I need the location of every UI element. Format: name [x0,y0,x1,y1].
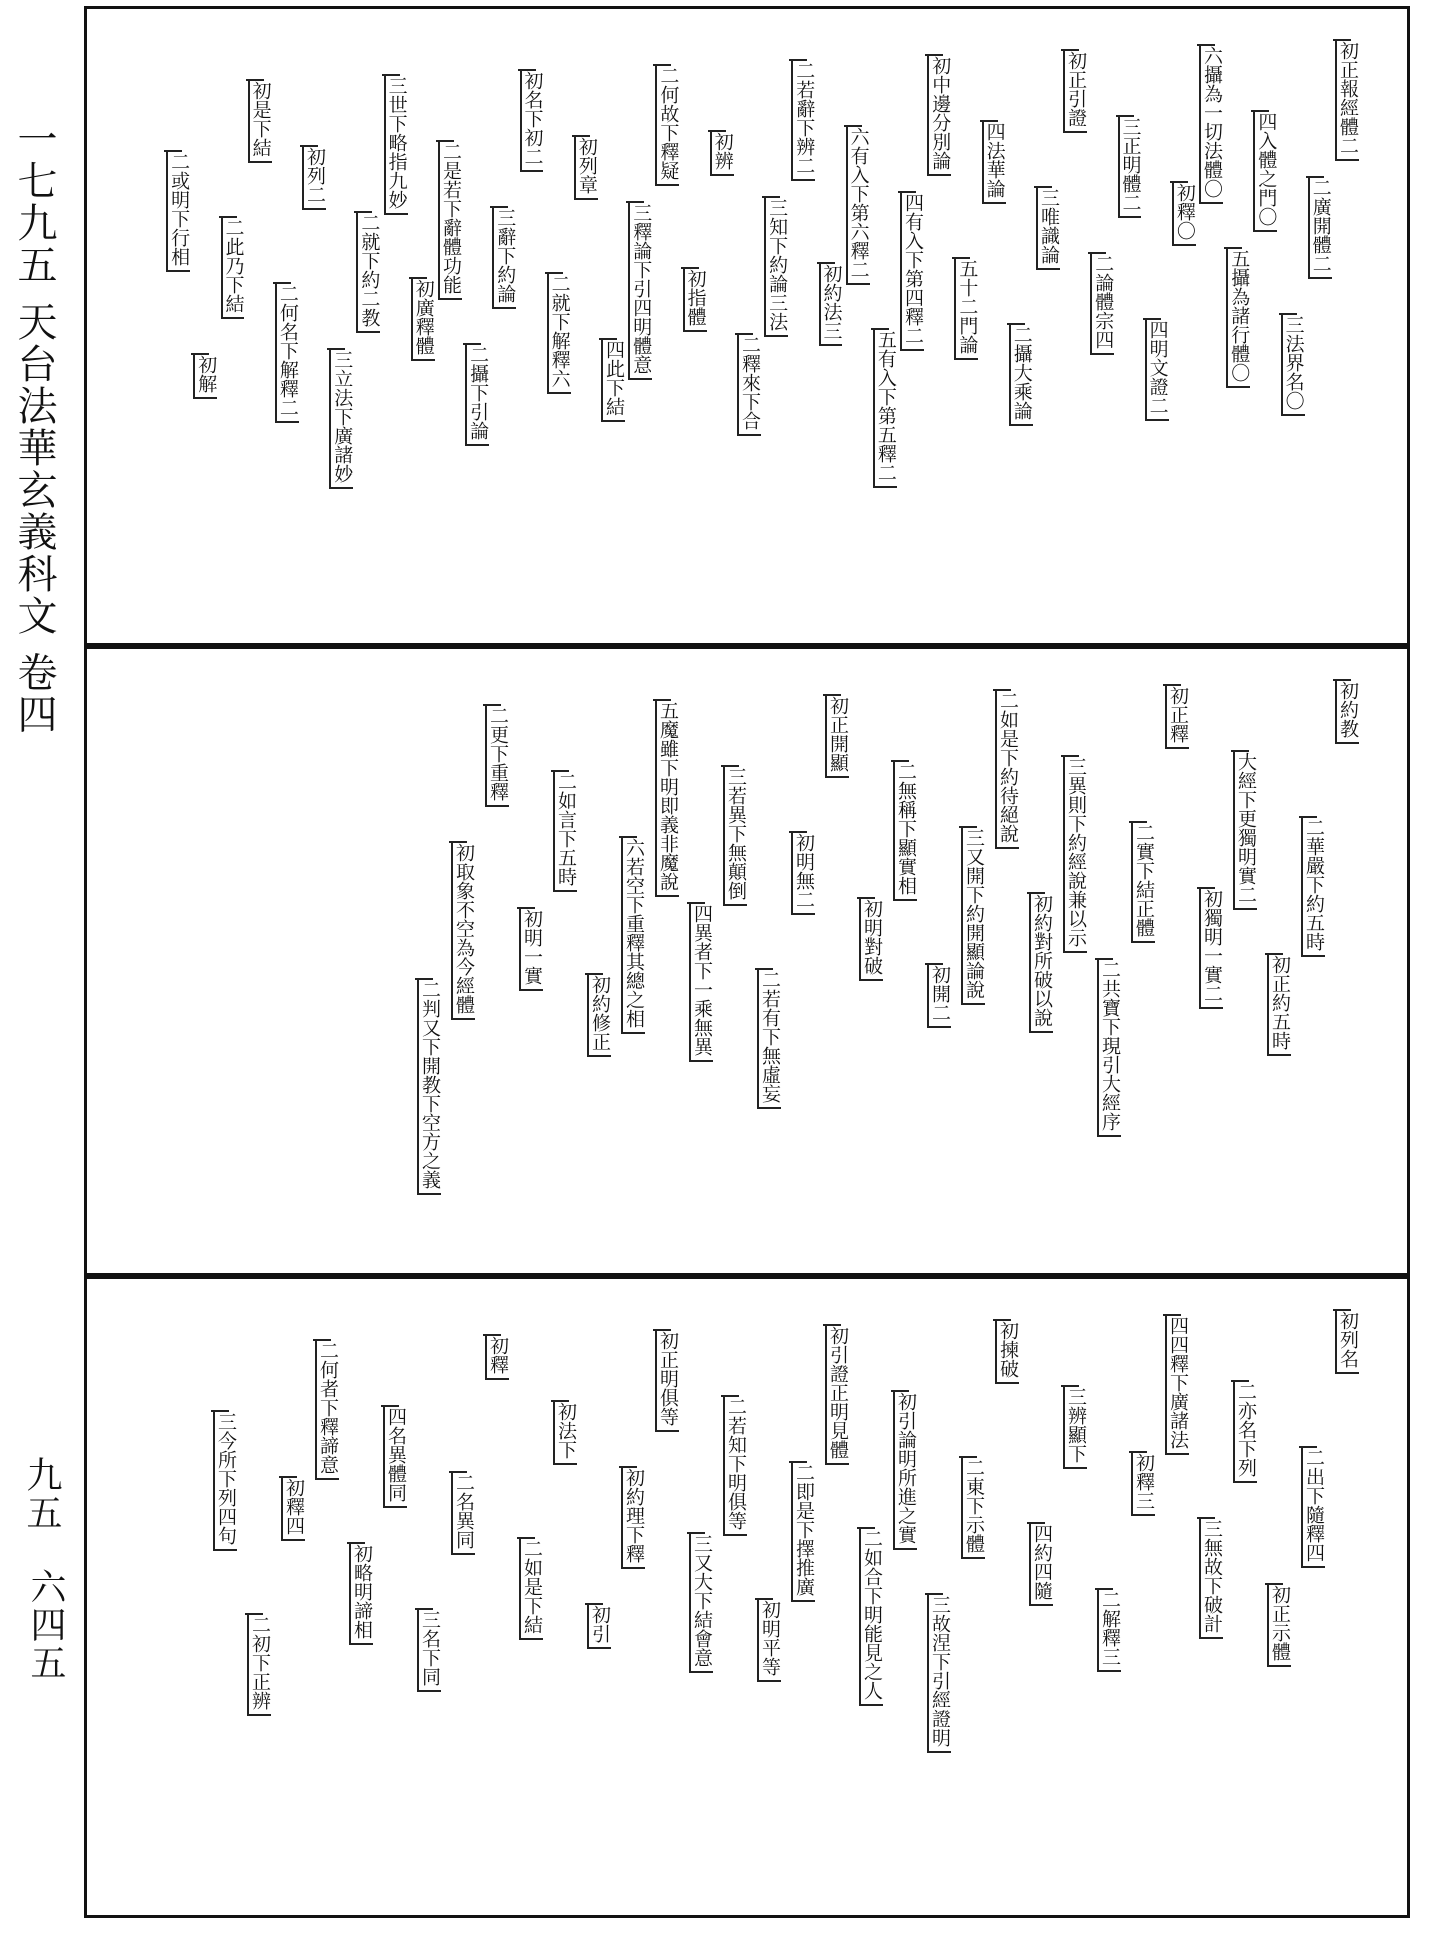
bracket-line [449,841,467,843]
bracket-line [789,1461,807,1463]
outline-entry: 二攝下引論 [465,345,489,446]
outline-entry: 四入體之門〇 [1253,112,1277,232]
bracket-line [585,1603,603,1605]
outline-entry: 初釋〇 [1172,183,1196,246]
outline-entry: 初解 [193,355,217,399]
outline-entry: 二華嚴下約五時 [1301,818,1325,957]
outline-entry: 二實下結正體 [1131,823,1155,943]
bracket-line [823,694,841,696]
outline-entry: 二如合下明能見之人 [859,1529,883,1706]
bracket-line [1251,110,1269,112]
bracket-line [626,201,644,203]
bracket-line [300,145,318,147]
bracket-line [1027,1522,1045,1524]
outline-entry: 三故涅下引經證明 [927,1595,951,1753]
outline-entry: 初引論明所進之實 [893,1392,917,1550]
outline-entry: 三今所下列四句 [213,1412,237,1551]
outline-entry: 三唯識論 [1036,188,1060,270]
outline-entry: 二此乃下結 [221,218,245,319]
outline-entry: 三又開下約開顯論說 [961,828,985,1005]
outline-entry: 三名下同 [417,1610,441,1692]
bracket-line [1231,1380,1249,1382]
outline-entry: 二如是下結 [519,1539,543,1640]
bracket-line [279,1476,297,1478]
bracket-line [483,704,501,706]
bracket-line [653,1329,671,1331]
bracket-line [1088,252,1106,254]
outline-entry: 初取象不空為今經體 [451,843,475,1020]
folio-number-top: 九五 [21,1456,62,1532]
bracket-line [735,333,753,335]
outline-entry: 初正釋 [1165,686,1189,749]
bracket-line [687,902,705,904]
bracket-line [483,1334,501,1336]
bracket-line [347,1542,365,1544]
outline-entry: 六若空下重釋其總之相 [621,838,645,1034]
outline-entry: 二何故下釋疑 [655,66,679,186]
outline-entry: 初法下 [553,1402,577,1465]
outline-entry: 二判又下開教下空方之義 [417,980,441,1195]
bracket-line [959,1456,977,1458]
bracket-line [1333,1309,1351,1311]
outline-entry: 初約理下釋 [621,1468,645,1569]
outline-entry: 二若辭下辨二 [791,61,815,181]
bracket-line [898,191,916,193]
outline-entry: 二如是下約待絕說 [995,691,1019,849]
outline-entry: 初釋 [485,1336,509,1380]
outline-entry: 二解釋三 [1097,1590,1121,1672]
outline-entry: 初正約五時 [1267,955,1291,1056]
outline-entry: 四法華論 [982,122,1006,204]
bracket-line [721,1395,739,1397]
outline-entry: 二釋來下合 [737,335,761,436]
outline-entry: 初明一實 [519,909,543,991]
bracket-line [211,1410,229,1412]
bracket-line [490,206,508,208]
outline-entry: 初約修正 [587,975,611,1057]
outline-entry: 初正開顯 [825,696,849,778]
left-margin-title: 一七九五 天台法華玄義科文 卷四 [11,118,57,736]
bracket-line [891,760,909,762]
bracket-line [572,135,590,137]
outline-entry: 二就下解釋六 [547,274,571,394]
bracket-line [1163,1314,1181,1316]
bracket-line [545,272,563,274]
bracket-line [823,1324,841,1326]
outline-entry: 二即是下擇推廣 [791,1463,815,1602]
bracket-line [1197,44,1215,46]
bracket-line [1197,1517,1215,1519]
bracket-line [585,973,603,975]
bracket-line [1279,313,1297,315]
bracket-line [925,963,943,965]
bracket-line [1061,49,1079,51]
outline-entry: 二若有下無虛妄 [757,970,781,1109]
bracket-line [219,216,237,218]
bracket-line [891,1390,909,1392]
outline-entry: 初揀破 [995,1321,1019,1384]
bracket-line [1007,323,1025,325]
bracket-line [857,1527,875,1529]
bracket-line [1333,679,1351,681]
outline-entry: 二如言下五時 [553,772,577,892]
outline-entry: 初略明諦相 [349,1544,373,1645]
bracket-line [313,1339,331,1341]
outline-panel-1 [84,6,1410,646]
outline-entry: 五魔雖下明即義非魔說 [655,701,679,897]
outline-panel-3 [84,1276,1410,1918]
outline-entry: 三正明體二 [1118,117,1142,218]
bracket-line [681,267,699,269]
bracket-line [687,1532,705,1534]
bracket-line [1265,953,1283,955]
outline-entry: 二亦名下列 [1233,1382,1257,1483]
bracket-line [619,1466,637,1468]
outline-entry: 二若知下明俱等 [723,1397,747,1536]
bracket-line [415,1608,433,1610]
outline-entry: 四四釋下廣諸法 [1165,1316,1189,1455]
bracket-line [1163,684,1181,686]
bracket-line [653,64,671,66]
outline-panel-2 [84,646,1410,1276]
outline-entry: 五十二門論 [954,259,978,360]
outline-entry: 初列二 [302,147,326,210]
outline-entry: 二是若下辭體功能 [438,142,462,300]
bracket-line [789,831,807,833]
outline-entry: 三世下略指九妙 [384,76,408,215]
bracket-line [436,140,454,142]
bracket-line [449,1471,467,1473]
bracket-line [952,257,970,259]
outline-entry: 四明文證二 [1145,320,1169,421]
outline-entry: 二論體宗四 [1090,254,1114,355]
outline-entry: 四名異體同 [383,1407,407,1508]
outline-entry: 二就下約二教 [356,213,380,333]
outline-entry: 三釋論下引四明體意 [628,203,652,380]
outline-entry: 初獨明一實二 [1199,889,1223,1009]
bracket-line [1027,892,1045,894]
bracket-line [381,1405,399,1407]
outline-entry: 二出下隨釋四 [1301,1448,1325,1568]
outline-entry: 三法界名〇 [1281,315,1305,416]
bracket-line [517,907,535,909]
outline-entry: 三異則下約經說兼以示 [1063,757,1087,953]
outline-entry: 初列章 [574,137,598,200]
outline-entry: 四此下結 [601,340,625,422]
outline-entry: 二或明下行相 [166,152,190,272]
outline-entry: 初引 [587,1605,611,1649]
bracket-line [273,282,291,284]
outline-entry: 五有入下第五釋二 [873,330,897,488]
bracket-line [817,262,835,264]
bracket-line [1333,39,1351,41]
outline-entry: 二共寶下現引大經序 [1097,960,1121,1137]
bracket-line [599,338,617,340]
bracket-line [925,54,943,56]
bracket-line [1265,1583,1283,1585]
bracket-line [1197,887,1215,889]
outline-entry: 初約教 [1335,681,1359,744]
outline-entry: 初正明俱等 [655,1331,679,1432]
outline-entry: 初辨 [710,132,734,176]
outline-entry: 初明平等 [757,1600,781,1682]
bracket-line [993,689,1011,691]
outline-entry: 初是下結 [248,81,272,163]
bracket-line [382,74,400,76]
outline-entry: 三辭下約論 [492,208,516,309]
outline-entry: 初中邊分別論 [927,56,951,176]
bracket-line [1231,750,1249,752]
outline-entry: 初明對破 [859,899,883,981]
outline-entry: 二廣開體二 [1308,178,1332,279]
bracket-line [1061,1385,1079,1387]
bracket-line [518,69,536,71]
bracket-line [1170,181,1188,183]
outline-entry: 三立法下廣諸妙 [329,350,353,489]
bracket-line [871,328,889,330]
bracket-line [1129,821,1147,823]
outline-entry: 三又大下結會意 [689,1534,713,1673]
outline-entry: 初名下初二 [520,71,544,172]
outline-entry: 二名異同 [451,1473,475,1555]
bracket-line [1061,755,1079,757]
bracket-line [762,196,780,198]
bracket-line [551,770,569,772]
outline-entry: 初廣釋體 [411,279,435,361]
bracket-line [1095,958,1113,960]
bracket-line [1224,247,1242,249]
bracket-line [463,343,481,345]
outline-entry: 初指體 [683,269,707,332]
outline-entry: 六有入下第六釋二 [846,127,870,285]
outline-entry: 四有入下第四釋二 [900,193,924,351]
outline-entry: 二何者下釋諦意 [315,1341,339,1480]
bracket-line [755,1598,773,1600]
outline-entry: 初正示體 [1267,1585,1291,1667]
outline-entry: 二攝大乘論 [1009,325,1033,426]
bracket-line [1116,115,1134,117]
bracket-line [1306,176,1324,178]
bracket-line [551,1400,569,1402]
bracket-line [653,699,671,701]
outline-entry: 二東下示體 [961,1458,985,1559]
outline-entry: 三無故下破計 [1199,1519,1223,1639]
bracket-line [1095,1588,1113,1590]
bracket-line [721,765,739,767]
outline-entry: 二無稱下顯實相 [893,762,917,901]
outline-entry: 初引證正明見體 [825,1326,849,1465]
bracket-line [164,150,182,152]
outline-entry: 初釋四 [281,1478,305,1541]
outline-entry: 三辨顯下 [1063,1387,1087,1469]
outline-entry: 初約對所破以說 [1029,894,1053,1033]
outline-entry: 六攝為一切法體〇 [1199,46,1223,204]
outline-entry: 大經下更獨明實二 [1233,752,1257,910]
bracket-line [409,277,427,279]
bracket-line [959,826,977,828]
outline-entry: 二更下重釋 [485,706,509,807]
outline-entry: 三知下約論三法 [764,198,788,337]
outline-entry: 四異者下一乘無異 [689,904,713,1062]
bracket-line [246,79,264,81]
outline-entry: 二初下正辨 [247,1615,271,1716]
bracket-line [1299,1446,1317,1448]
bracket-line [708,130,726,132]
folio-number-bottom: 六四五 [25,1568,66,1682]
outline-entry: 四約四隨 [1029,1524,1053,1606]
bracket-line [415,978,433,980]
outline-entry: 初正引證 [1063,51,1087,133]
outline-entry: 初正報經體二 [1335,41,1359,161]
bracket-line [844,125,862,127]
bracket-line [993,1319,1011,1321]
bracket-line [327,348,345,350]
bracket-line [517,1537,535,1539]
bracket-line [925,1593,943,1595]
outline-entry: 三若異下無顛倒 [723,767,747,906]
bracket-line [1299,816,1317,818]
outline-entry: 二何名下解釋二 [275,284,299,423]
bracket-line [1034,186,1052,188]
bracket-line [354,211,372,213]
outline-entry: 五攝為諸行體〇 [1226,249,1250,388]
bracket-line [1143,318,1161,320]
bracket-line [245,1613,263,1615]
bracket-line [789,59,807,61]
bracket-line [857,897,875,899]
outline-entry: 初開二 [927,965,951,1028]
outline-entry: 初明無二 [791,833,815,915]
outline-entry: 初列名 [1335,1311,1359,1374]
outline-entry: 初釋三 [1131,1453,1155,1516]
outline-entry: 初約法三 [819,264,843,346]
bracket-line [1129,1451,1147,1453]
bracket-line [191,353,209,355]
bracket-line [755,968,773,970]
bracket-line [980,120,998,122]
bracket-line [619,836,637,838]
